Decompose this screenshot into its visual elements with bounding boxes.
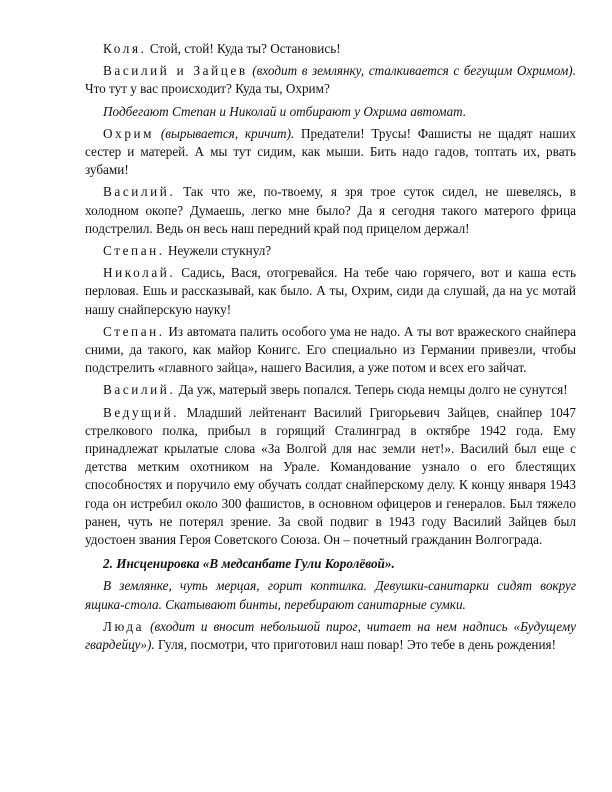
paragraph-stepan <box>85 242 576 260</box>
paragraph-nikolai <box>85 264 576 319</box>
speech-text: Стой, стой! Куда ты? Остановись! <box>146 41 341 56</box>
paragraph-vasily-zaitsev <box>85 62 576 98</box>
speaker-name: Василий. <box>103 382 176 398</box>
stage-direction: (входит в землянку, сталкивается с бегущим Охримом). <box>247 63 576 79</box>
speaker-name: Степан. <box>103 323 165 339</box>
speech-text: Из автомата палить особого ума не надо. А ты вот вражеского снайпера сними, да такого, как майор Конигс. Его специально из Германии привезли, чтобы подстрелить «главного зайца», нашего Василия, а уже потом и всех его зайчат. <box>85 323 576 376</box>
document-page <box>85 40 576 658</box>
stage-direction: (вырывается, кричит). <box>154 125 295 141</box>
speech-text: Гуля, посмотри, что приготовил наш повар! Это тебе в день рождения! <box>154 637 556 653</box>
speech-text: Младший лейтенант Василий Григорьевич Зайцев, снайпер 1047 стрелкового полка, прибыл в горящий Сталинград в октябре 1942 года. Ему принадлежат крылатые слова «За Волгой для нас земли нет!». Василий был еще с детства метким охотником на Урале. Командование узнало о его блестящих способностях и поручило ему обучать солдат снайперскому делу. К концу января 1943 года он истребил около 300 фашистов, в основном офицеров и генералов. Был тяжело ранен, чуть не потерял зрение. За свой подвиг в 1943 году Василий Зайцев был удостоен звания Героя Советского Союза. Он – почетный гражданин Волгограда. <box>85 404 576 548</box>
speaker-name: Коля. <box>103 41 147 56</box>
speech-text: Садись, Вася, отогревайся. На тебе чаю горячего, вот и каша есть перловая. Ешь и рассказывай, как было. А ты, Охрим, сиди да слушай, да на ус мотай нашу снайперскую науку! <box>85 265 576 317</box>
paragraph-narrator <box>85 404 576 550</box>
paragraph-okhrim <box>85 125 576 180</box>
speaker-name: Люда <box>103 618 145 634</box>
paragraph-kolya <box>85 40 576 58</box>
speaker-name: Василий. <box>103 184 176 200</box>
stage-direction-paragraph: В землянке, чуть мерцая, горит коптилка. Девушки-санитарки сидят вокруг ящика-стола. Скатывают бинты, перебирают санитарные сумки. <box>85 578 576 612</box>
paragraph-vasily <box>85 183 576 238</box>
paragraph-lyuda <box>85 618 576 654</box>
speaker-name: Василий и Зайцев <box>103 63 248 79</box>
paragraph-vasily <box>85 381 576 399</box>
speaker-name: Николай. <box>103 265 176 281</box>
speaker-name: Степан. <box>103 243 165 259</box>
speech-text: Да уж, матерый зверь попался. Теперь сюда немцы долго не сунутся! <box>175 382 568 398</box>
stage-direction-paragraph: Подбегают Степан и Николай и отбирают у Охрима автомат. <box>103 103 467 119</box>
speaker-name: Охрим <box>103 125 155 141</box>
paragraph-stepan <box>85 323 576 378</box>
speaker-name: Ведущий. <box>103 404 180 420</box>
section-heading: 2. Инсценировка «В медсанбате Гули Королёвой». <box>103 556 395 572</box>
speech-text: Неужели стукнул? <box>164 243 272 259</box>
speech-text: Что тут у вас происходит? Куда ты, Охрим? <box>85 81 330 97</box>
stage-direction: (входит и вносит небольшой пирог, читает на нем надпись «Будущему гвардейцу»). <box>85 618 576 653</box>
speech-text: Предатели! Трусы! Фашисты не щадят наших сестер и матерей. А мы тут сидим, как мыши. Бить надо гадов, топтать их, рвать зубами! <box>85 125 576 178</box>
speech-text: Так что же, по-твоему, я зря трое суток сидел, не шевелясь, в холодном окопе? Думаешь, легко мне было? Да я сегодня такого матерого фрица подстрелил. Ведь он весь наш передний край под прицелом держал! <box>85 184 576 236</box>
